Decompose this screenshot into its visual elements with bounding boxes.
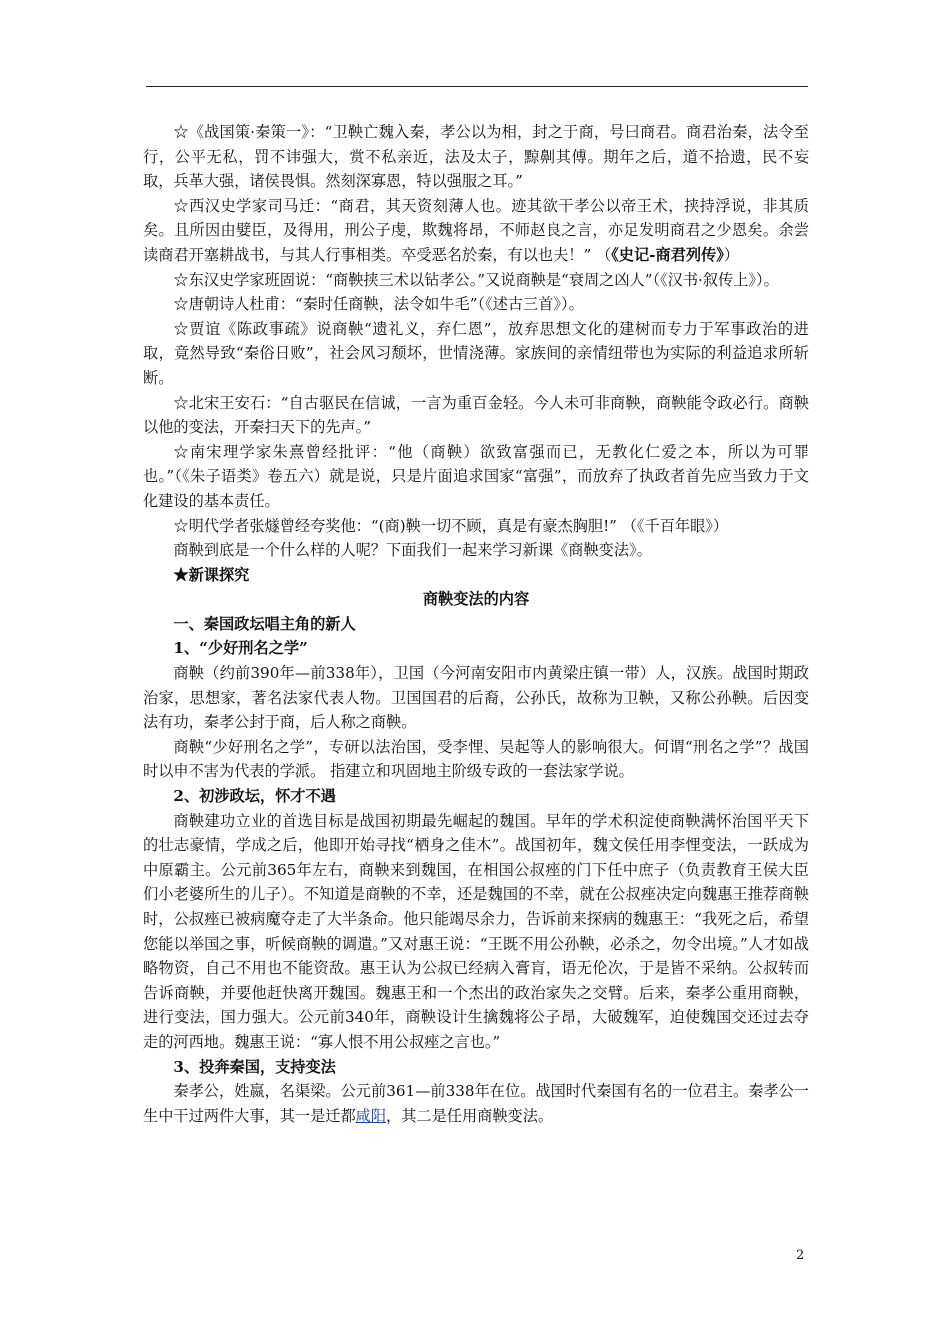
quote-sima-qian-source: 《史记-商君列传》 [611,245,724,264]
sub3-paragraph-1 [143,1079,809,1128]
xianyang-link[interactable]: 咸阳 [355,1106,386,1125]
intro-paragraph: 商鞅到底是一个什么样的人呢？下面我们一起来学习新课《商鞅变法》。 [173,541,652,560]
sub3-text-a: 秦孝公，姓嬴，名渠梁。公元前361—前338年在位。战国时代秦国有名的一位君主。秦孝公一生中干过两件大事，其一是迁都 [143,1082,809,1125]
sub3-text-b: ，其二是任用商鞅变法。 [386,1106,554,1125]
sub2-paragraph-1: 商鞅建功立业的首选目标是战国初期最先崛起的魏国。早年的学术积淀使商鞅满怀治国平天下的壮志豪情，学成之后，他即开始寻找“栖身之佳木”。战国初年，魏文侯任用李悝变法，一跃成为中原霸主。公元前365年左右，商鞅来到魏国，在相国公叔痤的门下任中庶子（负责教育王侯大臣们小老婆所生的儿子）。不知道是商鞅的不幸，还是魏国的不幸，就在公叔痤决定向魏惠王推荐商鞅时，公叔痤已被病魔夺走了大半条命。他只能竭尽余力，告诉前来探病的魏惠王：“我死之后，希望您能以举国之事，听候商鞅的调遣。”又对惠王说：“王既不用公孙鞅，必杀之，勿令出境。”人才如战略物资，自己不用也不能资敌。惠王认为公叔已经病入膏肓，语无伦次，于是皆不采纳。公叔转而告诉商鞅，并要他赶快离开魏国。魏惠王和一个杰出的政治家失之交臂。后来，秦孝公重用商鞅，进行变法，国力强大。公元前340年，商鞅设计生擒魏将公子昂，大破魏军，迫使魏国交还过去夺走的河西地。魏惠王说：“寡人恨不用公叔痤之言也。” [143,811,809,1051]
quote-sima-qian-end: ） [723,245,740,264]
quote-sima-qian [143,194,809,268]
quote-sima-qian-text: ☆西汉史学家司马迁：“商君，其天资刻薄人也。迹其欲干孝公以帝王术，挟持浮说，非其质矣。且所因由嬖臣，及得用，刑公子虔，欺魏将昂，不师赵良之言，亦足发明商君之少恩矣。余尝读商君开塞耕战书，与其人行事相类。卒受恶名於秦，有以也夫！” （ [143,196,809,264]
quote-zhu-xi: ☆南宋理学家朱熹曾经批评：“他（商鞅）欲致富强而已，无教化仁爱之本，所以为可罪也。”（《朱子语类》卷五六）就是说，只是片面追求国家“富强”，而放弃了执政者首先应当致力于文化建设的基本责任。 [143,442,809,510]
quote-ban-gu: ☆东汉史学家班固说：“商鞅挟三术以钻孝公。”又说商鞅是“衰周之凶人”（《汉书·叙传上》）。 [173,270,779,289]
sub1-paragraph-2: 商鞅“少好刑名之学”，专研以法治国，受李悝、吴起等人的影响很大。何谓“刑名之学”？战国时以申不害为代表的学派。 指建立和巩固地主阶级专政的一套法家学说。 [143,737,809,781]
quote-zhang-sui: ☆明代学者张燧曾经夸奖他：“(商)鞅一切不顾，真是有豪杰胸胆!” （《千百年眼》） [173,516,729,535]
page-number: 2 [796,1248,805,1263]
quote-wang-anshi: ☆北宋王安石：“自古驱民在信诚，一言为重百金轻。今人未可非商鞅，商鞅能令政必行。商鞅以他的变法，开秦扫天下的先声。” [143,393,809,437]
sub2-heading: 2、初涉政坛，怀才不遇 [173,787,336,806]
header-rule [146,86,808,87]
quote-zhanguoce: ☆《战国策·秦策一》：“卫鞅亡魏入秦，孝公以为相，封之于商，号曰商君。商君治秦，法令至行，公平无私，罚不讳强大，赏不私亲近，法及太子，黥劓其傅。期年之后，道不拾遗，民不妄取，兵革大强，诸侯畏惧。然刻深寡恩，特以强服之耳。” [143,123,809,191]
section-new-lesson: ★新课探究 [173,565,250,584]
sub1-heading: 1、“少好刑名之学” [173,639,308,658]
sub3-heading: 3、投奔秦国，支持变法 [173,1057,336,1076]
quote-du-fu: ☆唐朝诗人杜甫：“秦时任商鞅，法令如牛毛”（《述古三首》）。 [173,295,584,314]
center-title: 商鞅变法的内容 [422,590,530,609]
quote-jia-yi: ☆贾谊《陈政事疏》说商鞅“遗礼义，弃仁恩”，放弃思想文化的建树而专力于军事政治的进取，竟然导致“秦俗日败”，社会风习颓坏，世情浇薄。家族间的亲情纽带也为实际的利益追求所斩断。 [143,319,809,387]
document-body [143,120,809,1128]
section-one-heading: 一、秦国政坛唱主角的新人 [173,614,356,633]
sub1-paragraph-1: 商鞅（约前390年—前338年），卫国（今河南安阳市内黄梁庄镇一带）人，汉族。战国时期政治家，思想家，著名法家代表人物。卫国国君的后裔，公孙氏，故称为卫鞅，又称公孙鞅。后因变法有功，秦孝公封于商，后人称之商鞅。 [143,664,809,732]
